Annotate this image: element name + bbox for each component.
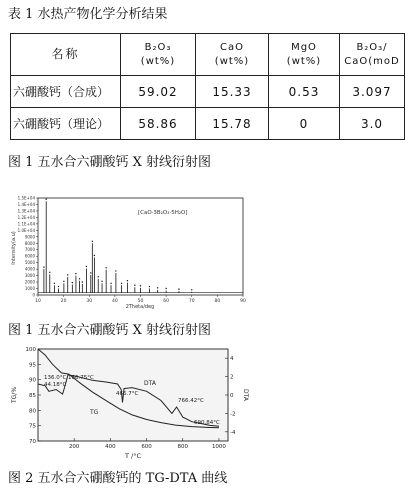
xrd-peak-marker	[98, 276, 99, 277]
xrd-y-tick-label: 1.0E+04	[17, 227, 35, 233]
table-analysis-results	[10, 33, 405, 140]
figure2-caption: 图 2 五水合六硼酸钙的 TG-DTA 曲线	[8, 471, 228, 486]
xrd-peak-marker	[110, 283, 111, 284]
xrd-y-tick-label: 9000	[24, 234, 35, 240]
table1-caption: 表 1 水热产物化学分析结果	[8, 7, 168, 22]
header-ratio: B₂O₃/ CaO(moD	[340, 34, 405, 76]
table-row	[11, 76, 405, 108]
dta-y-tick-label: 2	[230, 374, 234, 381]
annotation-690: 690.84°C	[194, 420, 220, 426]
xrd-peak-marker	[165, 288, 166, 289]
xrd-peak-marker	[79, 278, 80, 279]
xrd-y-tick-label: 8000	[24, 240, 35, 246]
xrd-y-tick-label: 1000	[24, 286, 35, 292]
xrd-y-ticks	[18, 196, 38, 298]
xrd-y-tick-label: 6000	[24, 253, 35, 259]
xrd-peak-marker	[191, 289, 192, 290]
xrd-x-tick-label: 50	[137, 299, 144, 304]
cell-cao: 15.33	[196, 76, 269, 108]
tg-x-tick-label: 600	[141, 444, 152, 450]
dta-curve-label: DTA	[144, 380, 156, 387]
tgdta-xlabel: T /°C	[124, 452, 142, 460]
tgdta-chart	[8, 343, 248, 461]
xrd-peak-marker	[46, 199, 47, 200]
tg-x-tick-label: 1000	[211, 444, 226, 450]
xrd-y-tick-label: 7000	[24, 247, 35, 253]
xrd-y-tick-label: 1.1E+04	[17, 221, 35, 227]
xrd-peak-marker	[63, 281, 64, 282]
xrd-peak-marker	[178, 288, 179, 289]
cell-cao: 15.78	[196, 108, 269, 140]
xrd-peak-marker	[134, 285, 135, 286]
xrd-peak-marker	[75, 273, 76, 274]
annotation-136: 136.0°C	[44, 375, 67, 381]
row-name: 六硼酸钙（合成）	[11, 76, 121, 108]
xrd-x-tick-label: 70	[188, 299, 195, 304]
table-row	[11, 108, 405, 140]
tg-y-tick-label: 100	[25, 347, 36, 353]
xrd-peak-marker	[127, 280, 128, 281]
xrd-y-tick-label: 4000	[24, 266, 35, 272]
cell-b2o3: 59.02	[121, 76, 196, 108]
xrd-x-tick-label: 20	[60, 299, 67, 304]
xrd-peak-marker	[140, 285, 141, 286]
xrd-peak-marker	[101, 281, 102, 282]
xrd-y-tick-label: 1.4E+04	[17, 201, 35, 207]
header-cao: CaO (wt%)	[196, 34, 269, 76]
xrd-peak-marker	[157, 287, 158, 288]
xrd-peak-marker	[49, 272, 50, 273]
xrd-y-tick-label: 5000	[24, 260, 35, 266]
dta-y-tick-label: -4	[230, 429, 236, 436]
annotation-466: 466.7°C	[116, 391, 139, 397]
xrd-x-tick-label: 60	[163, 299, 169, 304]
annotation-166: 166.75°C	[68, 375, 94, 381]
xrd-x-ticks	[35, 295, 246, 304]
xrd-peak-marker	[72, 282, 73, 283]
xrd-x-tick-label: 10	[35, 299, 41, 304]
xrd-peak-marker	[92, 241, 93, 242]
xrd-peak-marker	[90, 272, 91, 273]
dta-y-tick-label: 0	[230, 393, 234, 399]
xrd-x-tick-label: 80	[214, 299, 221, 304]
tg-ylabel: TG/%	[11, 386, 18, 404]
xrd-peak-marker	[105, 267, 106, 268]
header-name: 名称	[11, 34, 121, 76]
xrd-y-tick-label: 2000	[24, 279, 35, 285]
xrd-ylabel: Intensity(a.u)	[11, 231, 17, 265]
xrd-xlabel: 2Theta/deg	[125, 304, 155, 310]
figure1-caption-b: 图 1 五水合六硼酸钙 X 射线衍射图	[8, 323, 212, 338]
xrd-peak-marker	[58, 286, 59, 287]
tg-y-tick-label: 95	[29, 362, 36, 369]
xrd-x-tick-label: 30	[86, 299, 93, 304]
xrd-peak-marker	[121, 283, 122, 284]
xrd-peak-marker	[115, 270, 116, 271]
tg-y-tick-label: 80	[29, 408, 36, 415]
figure1-caption-a: 图 1 五水合六硼酸钙 X 射线衍射图	[8, 155, 212, 170]
xrd-y-tick-label: 1.5E+04	[17, 195, 35, 201]
dta-y-tick-label: -2	[230, 411, 236, 418]
dta-ylabel: DTA	[242, 389, 249, 401]
tg-y-tick-label: 85	[29, 393, 36, 399]
annotation-44: 44.18°C	[44, 382, 67, 388]
tg-x-tick-label: 400	[105, 444, 116, 450]
xrd-legend: [CaO·3B₂O₃·5H₂O]	[138, 210, 188, 216]
xrd-y-tick-label: 1.3E+04	[17, 208, 35, 214]
header-mgo: MgO (wt%)	[269, 34, 340, 76]
xrd-peak-marker	[82, 281, 83, 282]
xrd-peak-marker	[86, 266, 87, 267]
xrd-y-tick-label: 0	[32, 292, 35, 298]
xrd-y-tick-label: 3000	[24, 273, 35, 279]
xrd-x-tick-label: 40	[112, 299, 118, 304]
header-b2o3: B₂O₃ (wt%)	[121, 34, 196, 76]
tg-y-tick-label: 90	[29, 377, 36, 384]
cell-mgo: 0	[269, 108, 340, 140]
xrd-y-tick-label: 1.2E+04	[17, 214, 35, 220]
xrd-chart	[10, 190, 248, 310]
cell-b2o3: 58.86	[121, 108, 196, 140]
xrd-peak-marker	[149, 286, 150, 287]
annotation-766: 766.42°C	[178, 398, 204, 404]
table-header-row	[11, 34, 405, 76]
xrd-x-tick-label: 90	[240, 299, 246, 304]
xrd-peak-marker	[43, 266, 44, 267]
xrd-peak-marker	[94, 255, 95, 256]
tg-x-tick-label: 200	[68, 444, 80, 450]
cell-ratio: 3.097	[340, 76, 405, 108]
tg-x-tick-label: 800	[177, 444, 189, 450]
cell-ratio: 3.0	[340, 108, 405, 140]
tg-y-tick-label: 75	[29, 423, 36, 430]
tg-y-tick-label: 70	[29, 439, 36, 445]
xrd-peak-marker	[54, 283, 55, 284]
xrd-peak-marker	[67, 274, 68, 275]
cell-mgo: 0.53	[269, 76, 340, 108]
row-name: 六硼酸钙（理论）	[11, 108, 121, 140]
dta-y-tick-label: 4	[230, 356, 234, 363]
tg-curve-label: TG	[90, 409, 99, 416]
